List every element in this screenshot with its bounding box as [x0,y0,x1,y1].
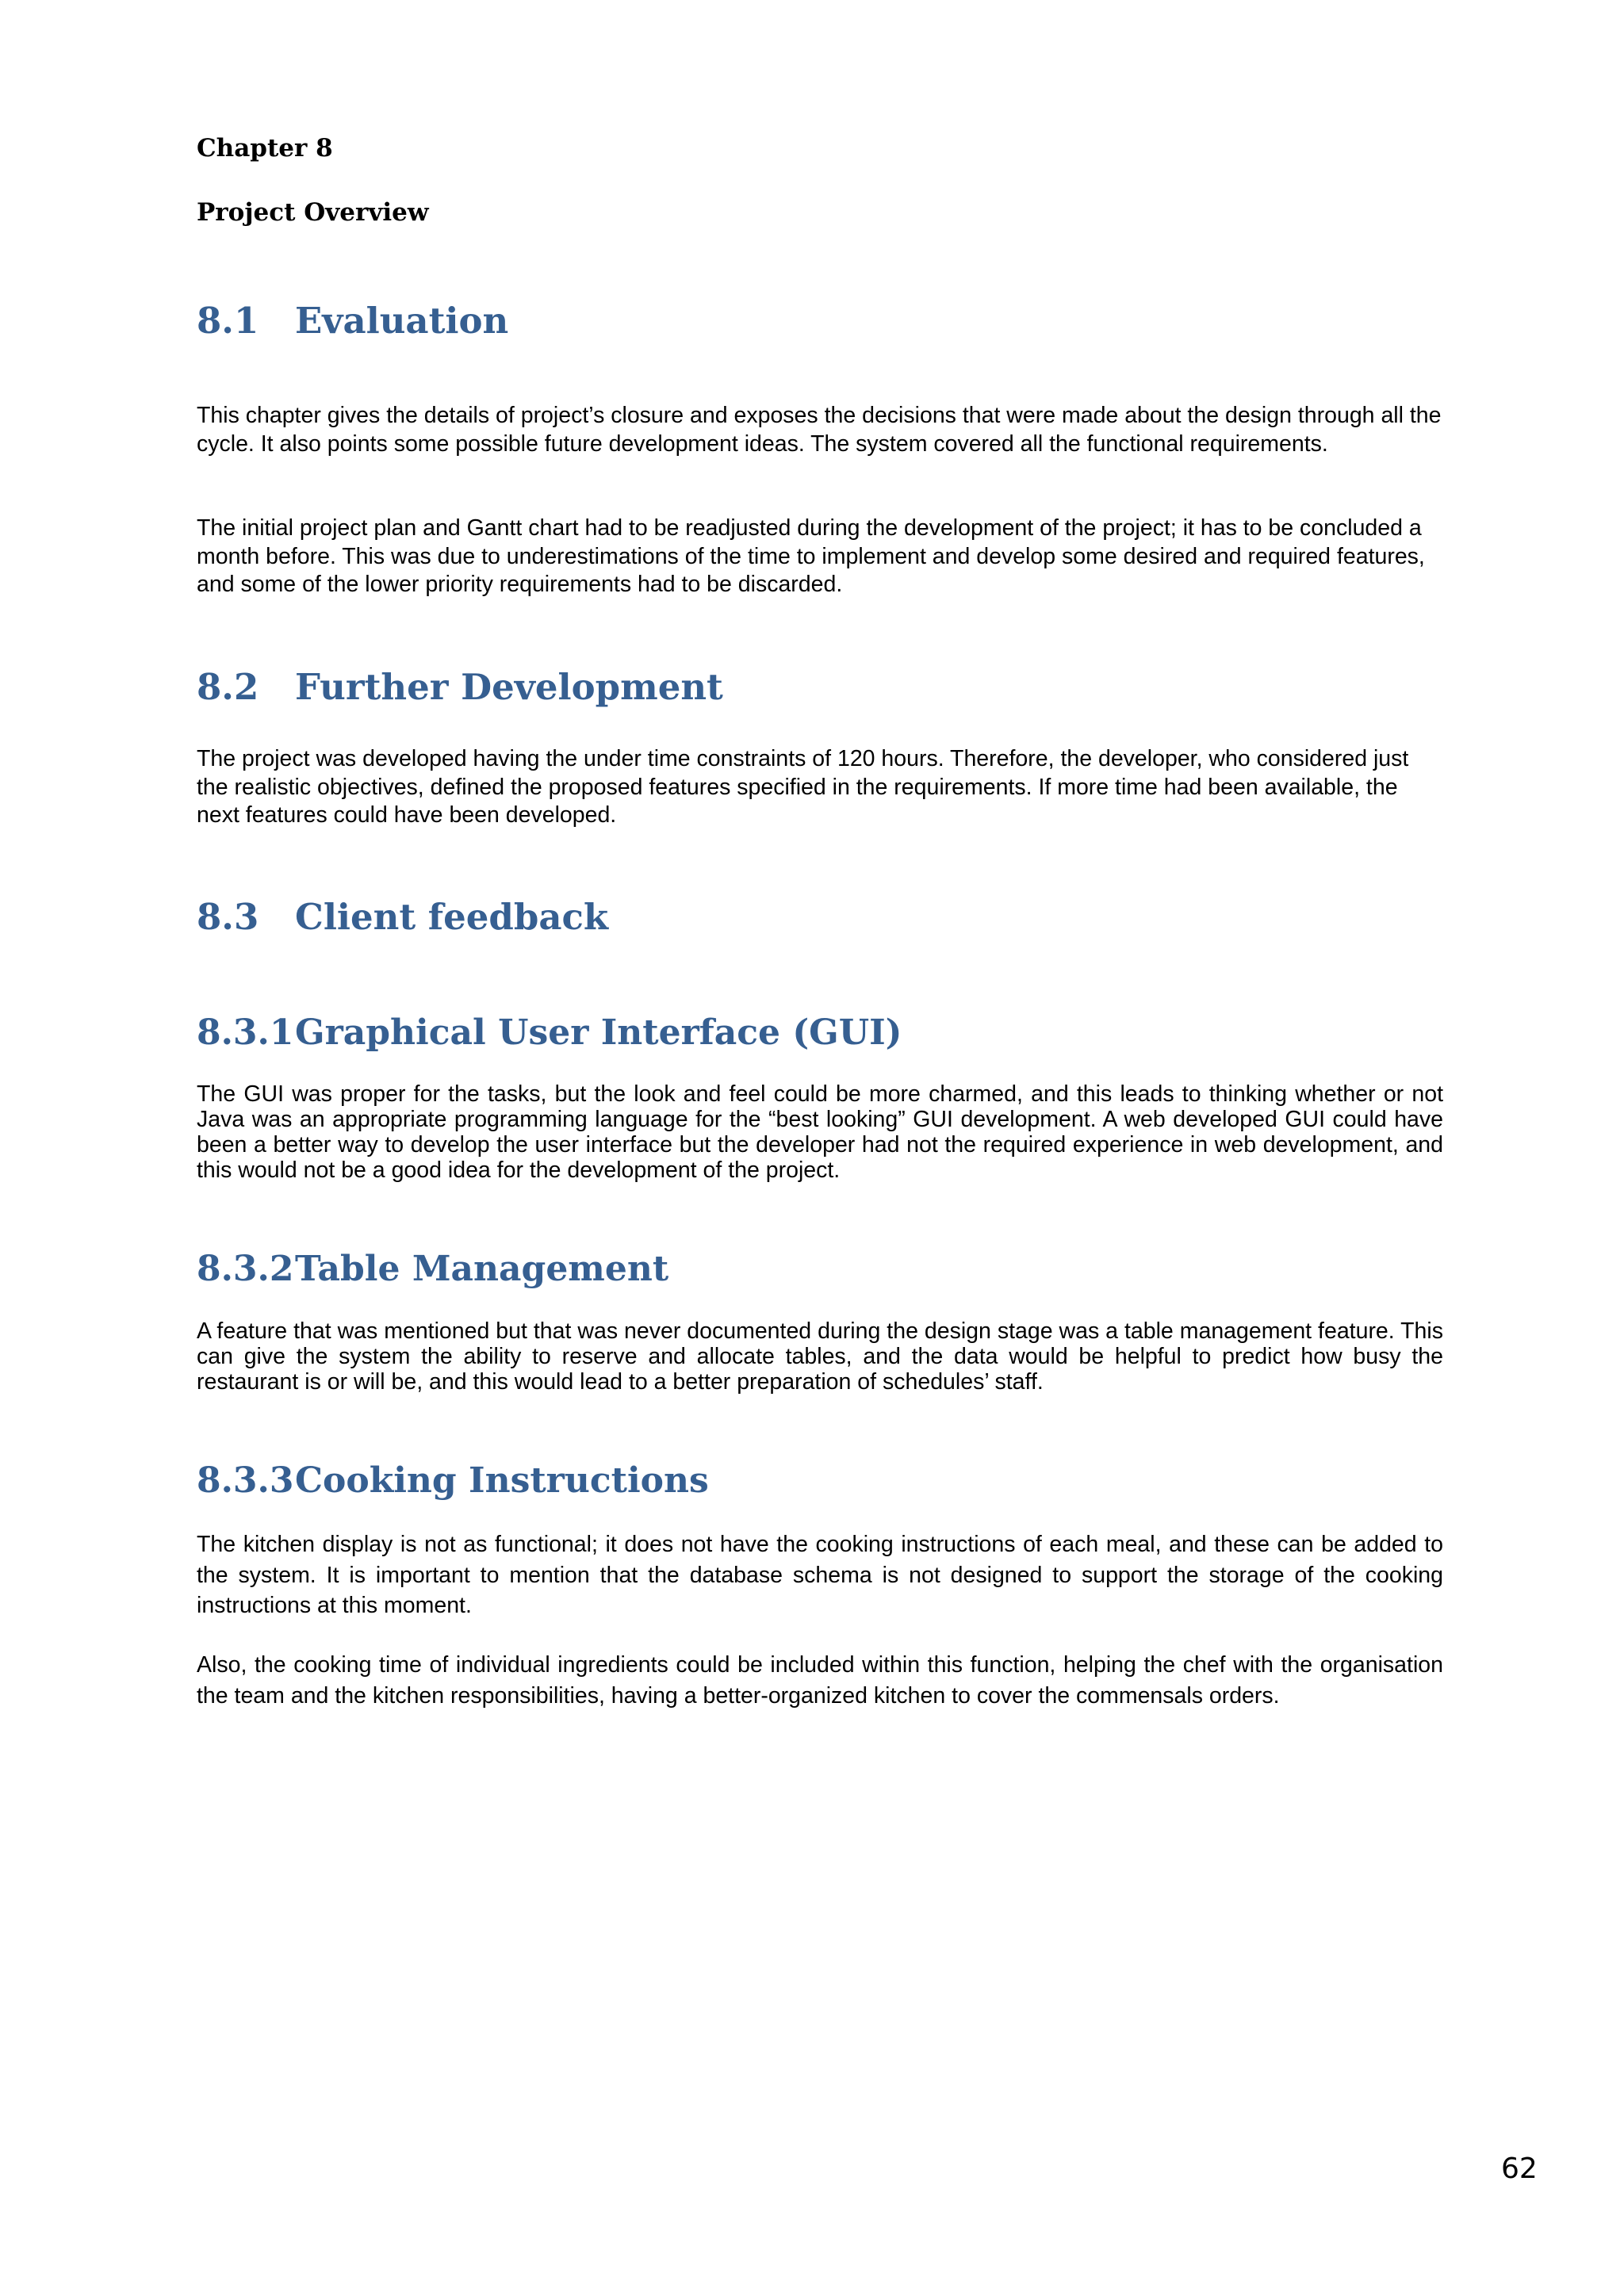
paragraph: This chapter gives the details of project’s closure and exposes the decisions that were made about the design through all the cycle. It also points some possible future development ideas. The system covered all the functional requirements. [197,403,1442,457]
section-heading-further-development [197,666,723,708]
subsection-number: 8.3.3 [197,1460,294,1501]
paragraph: Also, the cooking time of individual ingredients could be included within this function, helping the chef with the organisation the team and the kitchen responsibilities, having a better-organized kitchen to cover the commensals orders. [197,1652,1443,1709]
paragraph: The GUI was proper for the tasks, but the look and feel could be more charmed, and this leads to thinking whether or not Java was an appropriate programming language for the “best looking” GUI development. A web developed GUI could have been a better way to develop the user interface but the developer had not the required experience in web development, and this would not be a good idea for the development of the project. [197,1081,1443,1183]
subsection-number: 8.3.1 [197,1012,294,1053]
subsection-title: Graphical User Interface (GUI) [295,1012,902,1053]
section-heading-evaluation [197,300,509,342]
section-number: 8.2 [197,666,259,708]
paragraph: The initial project plan and Gantt chart had to be readjusted during the development of the project; it has to be concluded a month before. This was due to underestimations of the time to implement and develop some desired and required features, and some of the lower priority requirements had to be discarded. [197,515,1425,597]
subsection-number: 8.3.2 [197,1249,294,1289]
page-number: 62 [1501,2152,1538,2185]
chapter-subtitle: Project Overview [197,198,429,227]
subsection-heading-table-management [197,1249,669,1289]
section-title: Evaluation [295,300,509,342]
subsection-heading-gui [197,1012,902,1053]
section-title: Further Development [295,666,723,708]
paragraph: A feature that was mentioned but that was never documented during the design stage was a table management feature. This can give the system the ability to reserve and allocate tables, and the data would be helpful to predict how busy the restaurant is or will be, and this would lead to a better preparation of schedules’ staff. [197,1318,1443,1395]
section-number: 8.3 [197,896,259,938]
chapter-label: Chapter 8 [197,134,333,163]
paragraph: The kitchen display is not as functional; it does not have the cooking instructions of each meal, and these can be added to the system. It is important to mention that the database schema is not designed to support the storage of the cooking instructions at this moment. [197,1532,1443,1618]
subsection-title: Cooking Instructions [295,1460,709,1501]
subsection-title: Table Management [295,1249,669,1289]
subsection-heading-cooking-instructions [197,1460,709,1501]
section-heading-client-feedback [197,896,609,938]
paragraph: The project was developed having the under time constraints of 120 hours. Therefore, the developer, who considered just the realistic objectives, defined the proposed features specified in the requirements. If more time had been available, the next features could have been developed. [197,746,1409,828]
section-title: Client feedback [295,896,609,938]
section-number: 8.1 [197,300,259,342]
